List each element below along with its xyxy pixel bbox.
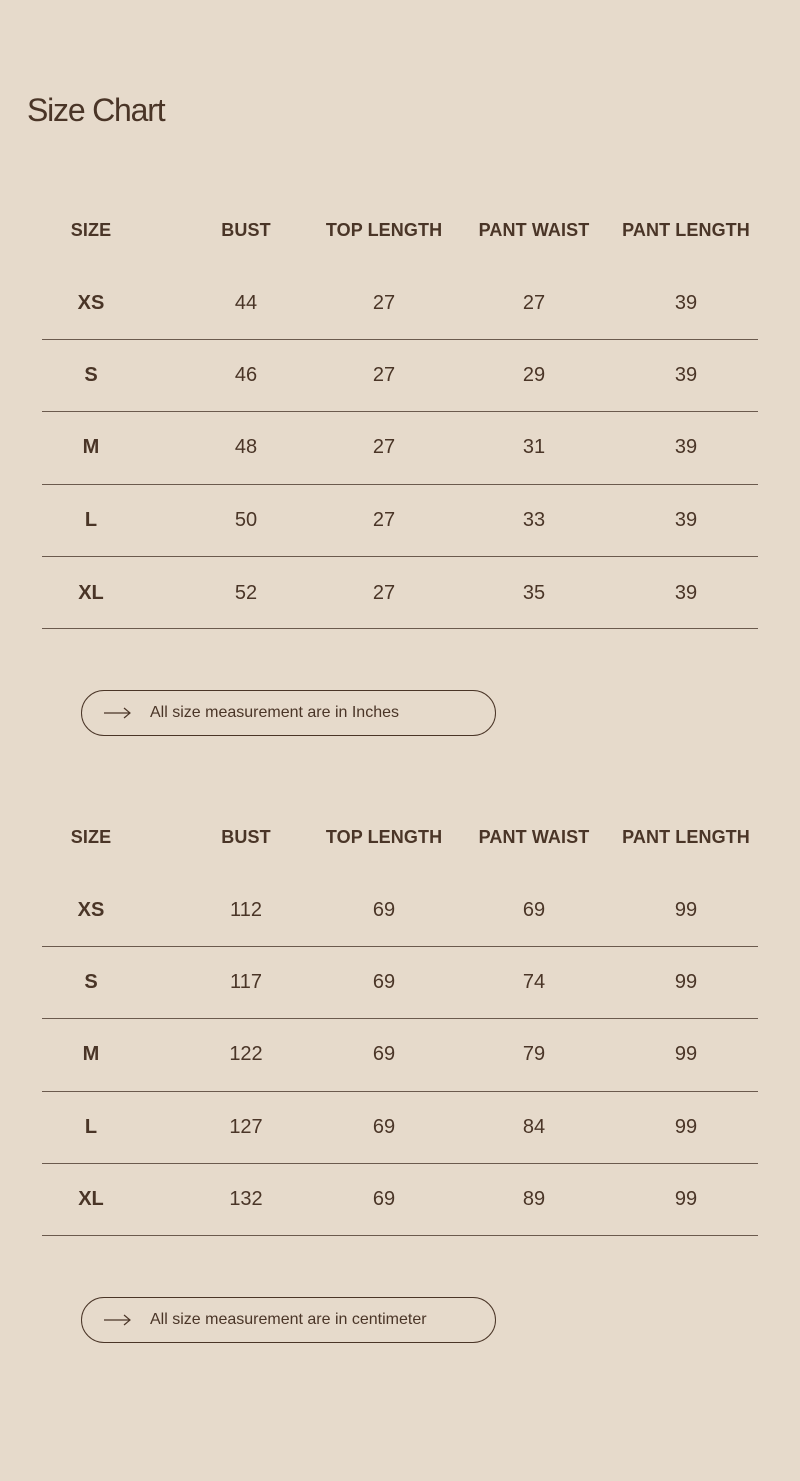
size-cell: XS: [77, 292, 105, 314]
column-header-pant-length: PANT LENGTH: [622, 220, 750, 240]
row-divider: [42, 946, 758, 947]
top-length-cell: 69: [372, 971, 396, 993]
bust-cell: 127: [229, 1116, 263, 1138]
unit-note-centimeters: [81, 1297, 496, 1343]
pant-waist-cell: 33: [522, 509, 546, 531]
arrow-right-icon: [104, 1314, 132, 1326]
row-divider: [42, 1163, 758, 1164]
column-header-size: SIZE: [70, 220, 112, 240]
pant-waist-cell: 74: [522, 971, 546, 993]
pant-waist-cell: 84: [522, 1116, 546, 1138]
bust-cell: 48: [234, 436, 258, 458]
column-header-top-length: TOP LENGTH: [325, 220, 443, 240]
bust-cell: 132: [229, 1188, 263, 1210]
column-header-bust: BUST: [221, 827, 271, 847]
row-divider: [42, 1091, 758, 1092]
row-divider: [42, 411, 758, 412]
bust-cell: 112: [230, 899, 262, 921]
column-header-pant-waist: PANT WAIST: [478, 827, 590, 847]
pant-waist-cell: 79: [522, 1043, 546, 1065]
pant-length-cell: 39: [674, 364, 698, 386]
pant-length-cell: 99: [674, 1116, 698, 1138]
pant-waist-cell: 69: [522, 899, 546, 921]
column-header-pant-length: PANT LENGTH: [622, 827, 750, 847]
unit-note-text: All size measurement are in Inches: [150, 704, 399, 721]
pant-waist-cell: 35: [522, 582, 546, 604]
size-cell: L: [84, 509, 98, 531]
top-length-cell: 27: [372, 292, 396, 314]
column-header-top-length: TOP LENGTH: [325, 827, 443, 847]
top-length-cell: 27: [372, 364, 396, 386]
row-divider: [42, 339, 758, 340]
top-length-cell: 27: [372, 509, 396, 531]
arrow-right-icon: [104, 707, 132, 719]
row-divider: [42, 1235, 758, 1236]
pant-waist-cell: 29: [522, 364, 546, 386]
pant-length-cell: 39: [674, 582, 698, 604]
pant-length-cell: 39: [674, 436, 698, 458]
bust-cell: 50: [234, 509, 258, 531]
bust-cell: 52: [234, 582, 258, 604]
bust-cell: 44: [234, 292, 258, 314]
pant-waist-cell: 31: [522, 436, 546, 458]
pant-waist-cell: 89: [522, 1188, 546, 1210]
top-length-cell: 69: [372, 1116, 396, 1138]
column-header-pant-waist: PANT WAIST: [478, 220, 590, 240]
bust-cell: 122: [229, 1043, 263, 1065]
pant-length-cell: 39: [674, 292, 698, 314]
row-divider: [42, 628, 758, 629]
size-cell: S: [84, 971, 98, 993]
pant-length-cell: 99: [674, 971, 698, 993]
size-cell: S: [84, 364, 98, 386]
size-cell: M: [82, 1043, 100, 1065]
row-divider: [42, 484, 758, 485]
size-cell: L: [84, 1116, 98, 1138]
row-divider: [42, 556, 758, 557]
column-header-size: SIZE: [70, 827, 112, 847]
pant-waist-cell: 27: [522, 292, 546, 314]
top-length-cell: 69: [372, 1043, 396, 1065]
size-cell: XS: [77, 899, 105, 921]
page-title: Size Chart: [27, 92, 165, 128]
unit-note-inches: [81, 690, 496, 736]
column-header-bust: BUST: [221, 220, 271, 240]
row-divider: [42, 1018, 758, 1019]
size-cell: XL: [78, 582, 104, 604]
size-cell: XL: [78, 1188, 104, 1210]
pant-length-cell: 39: [674, 509, 698, 531]
top-length-cell: 27: [372, 436, 396, 458]
pant-length-cell: 99: [674, 1188, 698, 1210]
bust-cell: 46: [234, 364, 258, 386]
top-length-cell: 69: [372, 899, 396, 921]
bust-cell: 117: [230, 971, 262, 993]
size-cell: M: [82, 436, 100, 458]
top-length-cell: 27: [372, 582, 396, 604]
top-length-cell: 69: [372, 1188, 396, 1210]
unit-note-text: All size measurement are in centimeter: [150, 1311, 427, 1328]
pant-length-cell: 99: [674, 1043, 698, 1065]
pant-length-cell: 99: [674, 899, 698, 921]
